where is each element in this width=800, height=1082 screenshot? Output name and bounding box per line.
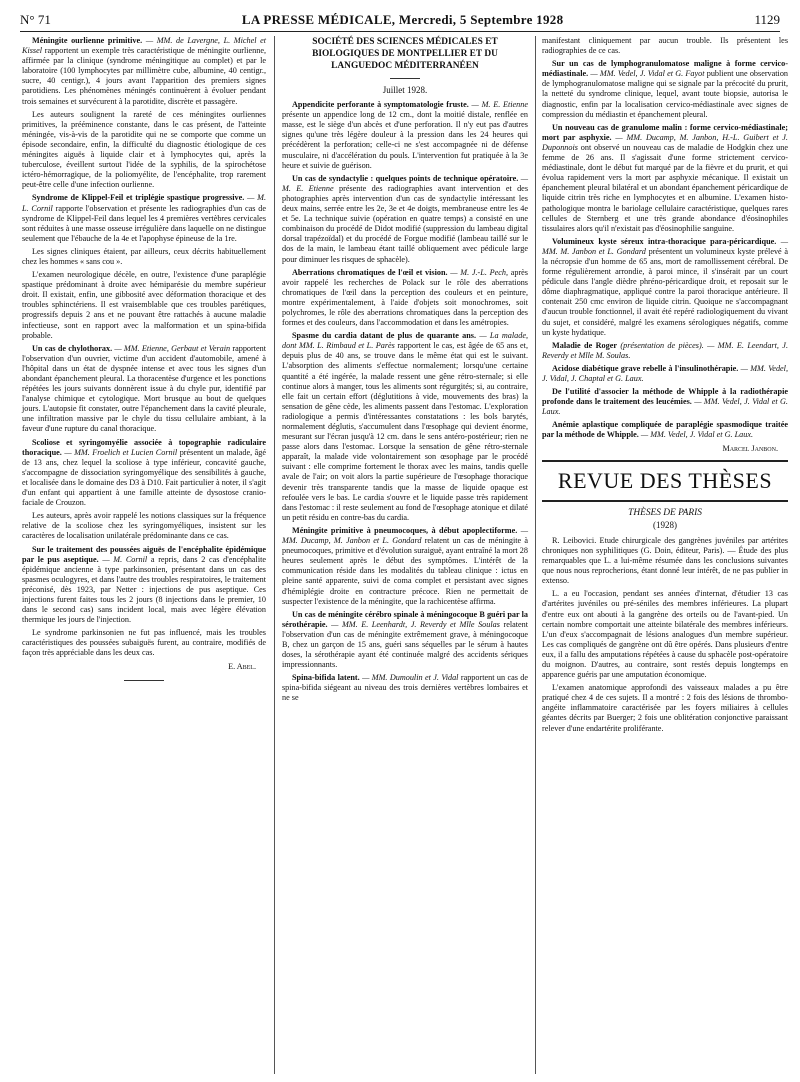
article-title: Anémie aplastique compliquée de paraplégie spasmodique traitée par la méthode de Whipple.: [542, 420, 788, 440]
article: [542, 364, 788, 384]
article-text: publient une observation de lymphogranulomatose maligne qui se signale par la précocité du prurit, la netteté du syndrome clinique, lequel, avant toute biopsie, autorisa le diagnostic, enfin par la localisation cervico-médiastinale avec signes de compression du médiastin et épanchement pleural.: [542, 69, 789, 119]
article-text: présente des radiographies avant intervention et des photographies après intervention d'un cas de syndactylie intéressant les deux mains, serrée entre les 2e, 3e et 4e doigts, membraneuse entre les 4e et 5e. La technique suivie (opération en quatre temps) a consisté en une combinaison du procédé de Didot modifié (suppression du lambeau digital dorsal trapézoïdal) et du procédé de Forgue modifié (lambeau taillé sur le dos de la main, le lambeau étant taillé obliquement avec pédicule large pour diminuer les risques de sphacèle).: [282, 183, 529, 264]
article-authors: — MM. Vedel, J. Vidal et G. Laux.: [542, 397, 788, 417]
article-title: Acidose diabétique grave rebelle à l'insulinothérapie.: [552, 363, 739, 373]
page-header: [20, 6, 780, 32]
article-text: rapportent un cas de spina-bifida siégeant au niveau des trois dernières vertèbres lombaires et ne se: [282, 673, 529, 703]
article: [22, 36, 266, 107]
article: [22, 545, 266, 626]
article-authors: — MM. E. Leenhardt, J. Reverdy et Mlle Soulas: [331, 619, 500, 629]
section-rule: [542, 460, 788, 462]
article-title: Un cas de méningite cérébro spinale à méningocoque B guéri par la sérothérapie.: [282, 609, 528, 629]
article-text: rapportent un exemple très caractéristique de méningite ourlienne, affirmée par la clinique (syndrome méningitique au complet) et par le laboratoire (100 lymphocytes par millimètre cube, albumine, 40 centigr., sucre, 40 centigr.), 4 jours avant l'apparition des premiers signes parotidiens. Les phénomènes méningés continuèrent à évoluer pendant trois semaines et survécurent à la parotidite, discrète et passagère.: [22, 46, 267, 106]
article-title: Aberrations chromatiques de l'œil et vision.: [292, 267, 448, 277]
section-rule: [542, 500, 788, 502]
article-authors: — MM. Froelich et Lucien Cornil: [64, 447, 178, 457]
article: [22, 344, 266, 435]
article-authors: (présentation de pièces). — MM. E. Leendart, J. Reverdy et Mlle M. Soulas.: [542, 340, 788, 360]
article: [282, 673, 528, 703]
article-authors: — La malade, dont MM. L. Rimbaud et L. Parès: [282, 331, 528, 351]
article-authors: — M. L. Cornil: [22, 193, 267, 213]
article-title: Spina-bifida latent.: [292, 673, 360, 683]
article-text: a repris, dans 2 cas d'encéphalite épidémique ancienne à type parkinsonien, présentant dans un cas des spasmes oculogyres, et dans l'autre des troubles respiratoires, le traitement préconisé, dès 1923, par Netter : injections de pus aseptique. Ces injections furent faites tous les 2 jours (8 injections dans le premier, 10 dans le second cas) sans incident local, mais avec légère élévation thermique les jours de l'injection.: [22, 554, 266, 625]
article: [542, 341, 788, 361]
column-middle: [282, 36, 528, 707]
theses-year: (1928): [653, 519, 677, 530]
article-authors: — MM. Ducamp, M. Janbon et L. Gondard: [282, 525, 529, 546]
article: [22, 438, 266, 509]
article: [542, 59, 788, 120]
article-authors: — MM. M. Janbon et L. Gondard: [542, 236, 789, 256]
article-title: Syndrome de Klippel-Feil et triplégie spastique progressive.: [32, 193, 245, 203]
paragraph: Les auteurs, après avoir rappelé les notions classiques sur la fréquence relative de la scoliose chez les syringomyéliques, insistent sur les caractères de localisation unilatérale prédominante dans ce cas.: [22, 511, 266, 541]
article-title: Un cas de syndactylie : quelques points de technique opératoire.: [292, 173, 519, 183]
article-authors: — M. Cornil: [102, 554, 148, 564]
signature: E. Abel.: [228, 661, 256, 671]
end-rule: [124, 680, 164, 681]
article-title: Scoliose et syringomyélie associée à topographie radiculaire thoracique.: [22, 437, 266, 457]
section-title: SOCIÉTÉ DES SCIENCES MÉDICALES ET BIOLOGIQUES DE MONTPELLIER ET DU LANGUEDOC MÉDITERRANÉEN: [312, 37, 498, 71]
issue-number: N° 71: [20, 12, 51, 27]
article-authors: — MM. Dumoulin et J. Vidal: [362, 673, 459, 683]
article-title: Méningite primitive à pneumocoques, à début apoplectiforme.: [292, 525, 518, 535]
column-left: [22, 36, 266, 689]
article: [282, 331, 528, 523]
article-title: Sur un cas de lymphogranulomatose maligne à forme cervico-médiastinale.: [542, 59, 788, 79]
article-text: rapportent l'observation d'un ouvrier, victime d'un accident d'automobile, amené à l'hôpital dans un état de dyspnée intense et avec tous les signes d'un abondant épanchement pleural. La thoracentèse d'urgence et les ponctions répétées les jours suivants donnèrent issue à du chyle pur, identifié par l'analyse chimique et cytologique. Mort brusque au bout de quelques jours. L'autopsie fit constater, outre l'épanchement dans la cavité pleurale, une infiltration massive par le chyle du tissu cellulaire ambiant, à la faveur d'une rupture du canal thoracique.: [22, 343, 267, 434]
column-right: [542, 36, 788, 737]
revue-title: REVUE DES THÈSES: [557, 467, 773, 493]
paragraph: Les signes cliniques étaient, par ailleurs, ceux décrits habituellement chez les hommes « sans cou ».: [22, 246, 266, 266]
article: [542, 123, 788, 234]
article-authors: — MM. Vedel, J. Vidal et G. Laux.: [640, 430, 754, 440]
signature: Marcel Janbon.: [722, 443, 778, 453]
article-text: présente un appendice long de 12 cm., dont la moitié distale, renflée en masse, est le siège d'un abcès et d'une perforation. Il n'y eut pas d'autres signes qu'une très légère douleur à la pression dans les 24 heures qui précédèrent la perforation; celle-ci ne s'est accompagnée ni de défense musculaire, ni d'accélération du pouls. L'intervention fut pratiquée à la 3e heure et suivie de guérison.: [282, 110, 528, 170]
paragraph: L. a eu l'occasion, pendant ses années d'internat, d'étudier 13 cas d'artérites juvéniles ou pré-séniles des membres inférieures. La plupart d'entre eux ont abouti à la gangrène des orteils ou de l'avant-pied. Un certain nombre comportait une atteinte bilatérale des membres inférieurs. L'un d'eux s'accompagnait de lésions analogues d'un membre supérieur. Les cas compliqués de gangrène ont dû être opérés. Dans plusieurs d'entre eux, il a fallu des amputations répétées à cause du sphacèle post-opératoire du moignon. D'autres, au contraire, sont restés depuis longtemps en apparence guéris par une amputation économique.: [542, 589, 788, 680]
article-text: relatent l'observation d'un cas de méningite extrêmement grave, à méningocoque B, chez un garçon de 15 ans, guéri sans séquelles par le sérum à hautes doses, la sérothérapie ayant été continuée malgré des accidents sériques impressionnants.: [282, 619, 529, 670]
article-text: présentent un malade, âgé de 13 ans, chez lequel la scoliose à type inférieur, concavité gauche, s'accompagne de dissociation syringomyélique des sensibilités à gauche, et localisée dans le domaine des D3 à D10. Fait particulier à noter, il s'agit d'un enfant qui appartient à une famille atteinte de dysostose cranio-faciale de Crouzon.: [22, 447, 267, 508]
article-authors: — MM. Vedel, J. Vidal, J. Chaptal et G. Laux.: [542, 363, 788, 383]
article-text: relatent un cas de méningite à pneumocoques, primitive et d'évolution suraiguë, ayant entraîné la mort 28 heures seulement après le début des symptômes. L'intérêt de la communication réside dans les modalités du tableau clinique : ictus en pleine santé apparente, suivi de coma complet et persistant avec signes d'hémiplégie droite en contracture précoce. Rien ne permettait de suspecter l'existence de la méningite, que la rachicentèse affirma.: [282, 536, 529, 606]
article-title: Maladie de Roger: [552, 340, 617, 350]
article-authors: — M. J.-L. Pech,: [450, 267, 508, 277]
column-divider: [535, 36, 536, 1074]
article-text: rapportent le cas, est âgée de 65 ans et, depuis plus de 40 ans, se trouve dans le même état qui est le suivant. L'absorption des aliments s'effectue normalement; lorsqu'une certaine quantité a été ingérée, la malade ressent une gêne rétro-sternale; si elle continue alors à manger, tous les aliments sont régurgités; si, au contraire, elle fait un certain effort (déglutitions à vide, mouvements des bras) la sensation de gêne cède, les aliments passent dans l'estomac. L'exploration radiologique a permis d'intéressantes constatations : les bols barytés, normalement déglutis, s'accumulent dans l'œsophage qui devient énorme, mesurant sur l'écran jusqu'à 12 cm. dans le sens antéro-postérieur; rien ne passe alors dans l'estomac. Lorsque la sensation de gêne rétro-sternale apparaît, la malade vide volontairement son œsophage par le procédé suivant : elle comprime fortement le thorax avec les mains, tandis quelle avale de l'air; on voit alors la partie supérieure de l'œsophage thoracique devenir très transparente tandis que la masse de liquide opaque est refoulée vers le bas. Le cardia s'ouvre et le liquide passe très rapidement dans l'estomac : il reste seulement au fond de l'œsophage atonique et dilaté un petit résidu en contre-bas du cardia.: [282, 341, 528, 522]
article: [542, 420, 788, 440]
article-title: De l'utilité d'associer la méthode de Whipple à la radiothérapie profonde dans le traitement des leucémies.: [542, 387, 788, 407]
column-divider: [274, 36, 275, 1074]
article-title: Sur le traitement des poussées aiguës de l'encéphalite épidémique par le pus aseptique.: [22, 544, 266, 564]
article-text: après avoir rappelé les recherches de Polack sur le rôle des aberrations chromatiques de l'œil dans la perception des couleurs et en peinture, montre expérimentalement, à l'aide d'objets soit monochromes, soit polychromes, le rôle des aberrations chromatiques dans la perception des formes et des couleurs, dans l'accommodation et dans les amétropies.: [282, 267, 528, 328]
article: [282, 174, 528, 265]
article-authors: — MM. Etienne, Gerbaut et Verain: [114, 343, 231, 353]
article-title: Spasme du cardia datant de plus de quarante ans.: [292, 331, 477, 341]
article-title: Méningite ourlienne primitive.: [32, 36, 143, 45]
article: [22, 193, 266, 243]
article-authors: — MM. Ducamp, M. Janbon, H.-L. Guibert et J. Duponnois: [542, 132, 788, 152]
article-authors: — M. E. Etienne: [282, 173, 529, 193]
article-title: Appendicite perforante à symptomatologie fruste.: [292, 100, 469, 110]
article: [282, 610, 528, 671]
article: [282, 268, 528, 329]
section-date: Juillet 1928.: [382, 85, 428, 95]
article-text: rapporte l'observation et présente les radiographies d'un cas de syndrome de Klippel-Feil dans lequel les 4 premières vertèbres cervicales sont réduites à une masse osseuse irrégulière dans laquelle on ne distingue seulement que l'ébauche de la 4e et l'apophyse épineuse de la 1re.: [22, 203, 267, 243]
short-rule: [390, 78, 420, 79]
paragraph: L'examen neurologique décèle, en outre, l'existence d'une paraplégie spastique prédominant à droite avec hémiparésie du membre supérieur droit. Il existait, enfin, une gibbosité avec déformation thoracique et des troubles sphinctériens. Il est vraisemblable que ces troubles parétiques, progressifs depuis 2 ans et ne pouvant être rattachés à aucune maladie infectieuse, sont en rapport avec la malformation et un spina-bifida probable.: [22, 270, 266, 340]
paragraph: Les auteurs soulignent la rareté de ces méningites ourliennes primitives, la prééminence constante, dans le cas présent, de l'atteinte méningée, vis-à-vis de la parotidite qui ne se comporte que comme un épisode secondaire, enfin, la difficulté du diagnostic étiologique de ces méningites aiguës à liquide clair et à lymphocytes qui, après la tuberculose, éveillent surtout l'idée de la syphilis, de la spirochétose ictéro-hémorragique, de la poliomyélite, de l'encéphalite, trop rarement peut-être celle d'une infection ourlienne.: [22, 109, 266, 190]
article-title: Volumineux kyste séreux intra-thoracique para-péricardique.: [552, 236, 777, 246]
article: [282, 100, 528, 171]
article-authors: — MM. de Lavergne, L. Michel et Kissel: [22, 36, 267, 56]
article-text: présentent un volumineux kyste prélevé à la nécropsie d'un homme de 65 ans, mort de ramollissement cérébral. De forme régulièrement arrondie, à paroi mince, il s'insérait par un court pédicule dans l'angle dièdre phréno-péricardique droit, et reposait sur le dôme diaphragmatique, appliqué contre la paroi thoracique antérieure. Il contenait 250 cmc environ de liquide citrin. Quoique ne s'accompagnant d'aucun trouble fonctionnel, il avait été repéré radiologiquement du vivant du sujet, et considéré, malgré les examens sérologiques négatifs, comme un kyste hydatique.: [542, 246, 789, 337]
article: [542, 237, 788, 338]
article-title: Un cas de chylothorax.: [32, 343, 113, 353]
article-authors: — MM. Vedel, J. Vidal et G. Fayot: [590, 69, 705, 79]
article: [282, 526, 528, 607]
article: [542, 387, 788, 417]
paragraph: R. Leibovici. Etude chirurgicale des gangrènes juvéniles par artérites chroniques non syphilitiques (G. Doin, éditeur, Paris). — Étude des plus remarquables que L. a lui-même résumée dans les conclusions suivantes que nous nous reprocherions, étant donné leur intérêt, de ne pas publier in extenso.: [542, 535, 788, 586]
article-authors: — M. E. Etienne: [471, 100, 529, 110]
paragraph: L'examen anatomique approfondi des vaisseaux malades a pu être pratiqué chez 4 de ces sujets. Il a montré : 2 fois des lésions de thrombo-angéite inflammatoire caractérisée par les foyers miliaires à cellules géantes décrits par Buerger; 2 fois une oblitération conjonctive paraissant relever d'une endartérite proliférante.: [542, 683, 788, 733]
page-number: 1129: [754, 12, 780, 27]
article-text: ont observé un nouveau cas de maladie de Hodgkin chez une femme de 26 ans. Il s'agissait d'une forme strictement cervico-médiastinale, dont le début fut marqué par de la fièvre et du prurit, et qui évolua rapidement vers la mort par asphyxie mécanique. Il existait un épanchement pleural bilatéral et un abondant épanchement péricardique de liquide citrin très riche en lymphocytes et en albumine. L'examen histo-pathologique montra le bariolage cellulaire caractéristique, quelques rares cellules de Sternberg et une très grande abondance d'éosinophiles tissulaires alors qu'il n'existait pas d'éosinophilie sanguine.: [542, 142, 788, 233]
theses-subtitle: THÈSES DE PARIS: [628, 507, 702, 518]
paragraph: Le syndrome parkinsonien ne fut pas influencé, mais les troubles caractéristiques des poussées subaiguës furent, au contraire, modifiés de façon très appréciable dans les deux cas.: [22, 628, 266, 658]
paragraph: manifestant cliniquement par aucun trouble. Ils présentent les radiographies de ce cas.: [542, 36, 788, 56]
journal-title: LA PRESSE MÉDICALE, Mercredi, 5 Septembre 1928: [241, 12, 564, 27]
article-title: Un nouveau cas de granulome malin : forme cervico-médiastinale; mort par asphyxie.: [542, 122, 788, 142]
